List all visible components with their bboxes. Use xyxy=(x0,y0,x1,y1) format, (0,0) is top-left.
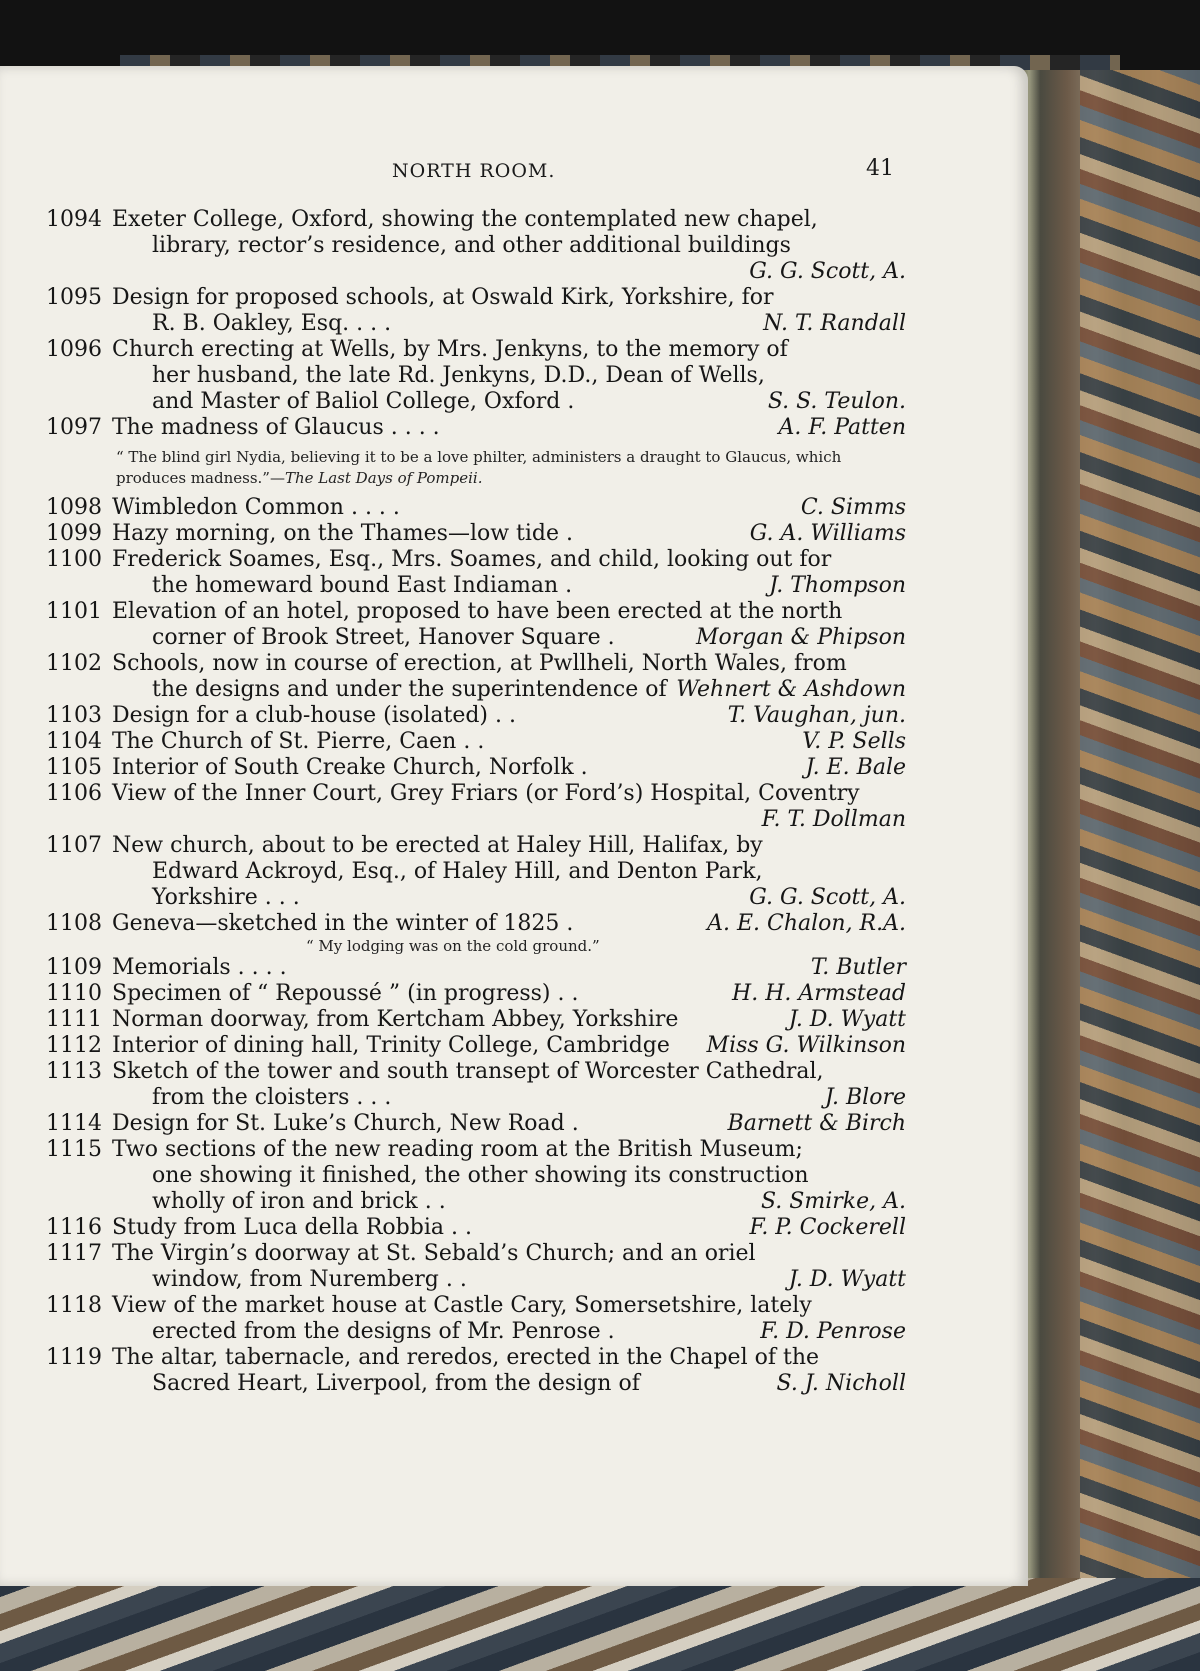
entry-line xyxy=(46,311,906,337)
entry-title-text: Specimen of “ Repoussé ” (in progress) . . xyxy=(112,981,579,1006)
entry-title-text: erected from the designs of Mr. Penrose . xyxy=(152,1319,615,1344)
entry-title-text: The altar, tabernacle, and reredos, erected in the Chapel of the xyxy=(112,1345,820,1370)
catalogue-entry xyxy=(46,1345,906,1397)
entry-line xyxy=(46,1033,906,1059)
entry-title-text: the homeward bound East Indiaman . xyxy=(152,573,573,598)
entry-number: 1096 xyxy=(46,337,102,362)
artist-name: A. E. Chalon, R.A. xyxy=(707,911,906,936)
catalogue-entry xyxy=(46,781,906,833)
entry-number: 1111 xyxy=(46,1007,102,1032)
entry-title-text: R. B. Oakley, Esq. . . . xyxy=(152,311,392,336)
entry-line xyxy=(46,285,906,311)
entry-title-text: New church, about to be erected at Haley Hill, Halifax, by xyxy=(112,833,763,858)
entry-number: 1110 xyxy=(46,981,102,1006)
entry-title-text: Design for proposed schools, at Oswald Kirk, Yorkshire, for xyxy=(112,285,774,310)
entry-title-text: Sacred Heart, Liverpool, from the design of xyxy=(152,1371,640,1396)
artist-name: J. E. Bale xyxy=(805,755,906,780)
entry-line xyxy=(46,259,906,285)
entry-title-text: Edward Ackroyd, Esq., of Haley Hill, and Denton Park, xyxy=(152,859,763,884)
entry-line xyxy=(46,1241,906,1267)
catalogue-entry xyxy=(46,415,906,489)
artist-name: T. Vaughan, jun. xyxy=(727,703,906,728)
entry-line xyxy=(46,729,906,755)
artist-name: Barnett & Birch xyxy=(727,1111,906,1136)
entry-title-text: wholly of iron and brick . . xyxy=(152,1189,446,1214)
entry-title-text: Frederick Soames, Esq., Mrs. Soames, and child, looking out for xyxy=(112,547,832,572)
artist-name: G. A. Williams xyxy=(749,521,906,546)
entry-line xyxy=(46,363,906,389)
entry-title-text: Sketch of the tower and south transept of Worcester Cathedral, xyxy=(112,1059,824,1084)
artist-name: V. P. Sells xyxy=(802,729,906,754)
entry-line xyxy=(46,703,906,729)
entry-title-text: Schools, now in course of erection, at Pwllheli, North Wales, from xyxy=(112,651,847,676)
artist-name: S. J. Nicholl xyxy=(776,1371,906,1396)
entry-line xyxy=(46,415,906,441)
entry-number: 1113 xyxy=(46,1059,102,1084)
catalogue-entry xyxy=(46,1137,906,1215)
entry-line xyxy=(46,1319,906,1345)
entry-line xyxy=(46,677,906,703)
catalogue-entries xyxy=(46,207,906,1397)
artist-name: F. T. Dollman xyxy=(761,807,906,832)
catalogue-entry xyxy=(46,1111,906,1137)
catalogue-entry xyxy=(46,495,906,521)
entry-line xyxy=(46,233,906,259)
catalogue-entry xyxy=(46,1007,906,1033)
entry-number: 1119 xyxy=(46,1345,102,1370)
catalogue-entry xyxy=(46,1241,906,1293)
catalogue-entry xyxy=(46,833,906,911)
catalogue-entry xyxy=(46,981,906,1007)
artist-name: J. Thompson xyxy=(769,573,906,598)
quotation-text: “ The blind girl Nydia, believing it to be a love philter, administers a draught to Glaucus, which produces madness.”— xyxy=(116,448,842,487)
entry-title-text: library, rector’s residence, and other additional buildings xyxy=(152,233,791,258)
entry-line xyxy=(46,1345,906,1371)
running-head: NORTH ROOM. xyxy=(392,160,556,182)
entry-number: 1104 xyxy=(46,729,102,754)
entry-line xyxy=(46,885,906,911)
entry-number: 1116 xyxy=(46,1215,102,1240)
catalogue-entry xyxy=(46,955,906,981)
entry-number: 1101 xyxy=(46,599,102,624)
entry-line xyxy=(46,1371,906,1397)
entry-number: 1095 xyxy=(46,285,102,310)
entry-number: 1100 xyxy=(46,547,102,572)
entry-title-text: Elevation of an hotel, proposed to have been erected at the north xyxy=(112,599,843,624)
catalogue-entry xyxy=(46,547,906,599)
entry-title-text: Design for a club-house (isolated) . . xyxy=(112,703,516,728)
artist-name: A. F. Patten xyxy=(778,415,906,440)
entry-title-text: from the cloisters . . . xyxy=(152,1085,392,1110)
entry-title-text: Geneva—sketched in the winter of 1825 . xyxy=(112,911,574,936)
entry-number: 1098 xyxy=(46,495,102,520)
entry-number: 1097 xyxy=(46,415,102,440)
entry-title-text: The Church of St. Pierre, Caen . . xyxy=(112,729,485,754)
entry-title-text: The Virgin’s doorway at St. Sebald’s Church; and an oriel xyxy=(112,1241,756,1266)
entry-title-text: corner of Brook Street, Hanover Square . xyxy=(152,625,615,650)
catalogue-entry xyxy=(46,521,906,547)
entry-title-text: Design for St. Luke’s Church, New Road . xyxy=(112,1111,579,1136)
entry-title-text: View of the Inner Court, Grey Friars (or Ford’s) Hospital, Coventry xyxy=(112,781,860,806)
catalogue-entry xyxy=(46,207,906,285)
entry-title-text: window, from Nuremberg . . xyxy=(152,1267,467,1292)
entry-line xyxy=(46,833,906,859)
entry-title-text: one showing it finished, the other showing its construction xyxy=(152,1163,809,1188)
entry-line xyxy=(46,1111,906,1137)
entry-line xyxy=(46,1163,906,1189)
entry-line xyxy=(46,625,906,651)
entry-title-text: Exeter College, Oxford, showing the contemplated new chapel, xyxy=(112,207,818,232)
entry-line xyxy=(46,981,906,1007)
entry-quotation xyxy=(116,447,876,489)
artist-name: Morgan & Phipson xyxy=(695,625,906,650)
entry-line xyxy=(46,807,906,833)
artist-name: J. D. Wyatt xyxy=(788,1267,906,1292)
artist-name: C. Simms xyxy=(800,495,906,520)
entry-line xyxy=(46,911,906,937)
catalogue-entry xyxy=(46,1293,906,1345)
entry-line xyxy=(46,389,906,415)
entry-line xyxy=(46,1267,906,1293)
entry-title-text: Church erecting at Wells, by Mrs. Jenkyns, to the memory of xyxy=(112,337,788,362)
entry-number: 1118 xyxy=(46,1293,102,1318)
entry-title-text: Memorials . . . . xyxy=(112,955,287,980)
entry-line xyxy=(46,651,906,677)
entry-line xyxy=(46,337,906,363)
entry-number: 1107 xyxy=(46,833,102,858)
entry-number: 1094 xyxy=(46,207,102,232)
entry-line xyxy=(46,1293,906,1319)
entry-title-text: Interior of South Creake Church, Norfolk . xyxy=(112,755,588,780)
page-number: 41 xyxy=(866,156,894,181)
entry-number: 1112 xyxy=(46,1033,102,1058)
entry-number: 1115 xyxy=(46,1137,102,1162)
entry-number: 1106 xyxy=(46,781,102,806)
entry-epigraph: “ My lodging was on the cold ground.” xyxy=(306,937,600,955)
artist-name: J. Blore xyxy=(824,1085,906,1110)
marbled-endpaper-right xyxy=(1080,70,1200,1610)
catalogue-entry xyxy=(46,1059,906,1111)
entry-line xyxy=(46,955,906,981)
entry-title-text: and Master of Baliol College, Oxford . xyxy=(152,389,575,414)
entry-number: 1108 xyxy=(46,911,102,936)
entry-line xyxy=(46,1215,906,1241)
entry-line xyxy=(46,547,906,573)
artist-name: S. S. Teulon. xyxy=(767,389,906,414)
artist-name: H. H. Armstead xyxy=(732,981,906,1006)
entry-title-text: Hazy morning, on the Thames—low tide . xyxy=(112,521,574,546)
entry-number: 1099 xyxy=(46,521,102,546)
catalogue-entry xyxy=(46,755,906,781)
catalogue-entry xyxy=(46,1215,906,1241)
artist-name: T. Butler xyxy=(810,955,906,980)
entry-title-text: her husband, the late Rd. Jenkyns, D.D., Dean of Wells, xyxy=(152,363,765,388)
quotation-source: The Last Days of Pompeii. xyxy=(284,469,483,487)
artist-name: F. D. Penrose xyxy=(760,1319,906,1344)
artist-name: F. P. Cockerell xyxy=(749,1215,906,1240)
catalogue-entry xyxy=(46,285,906,337)
entry-line xyxy=(46,1085,906,1111)
marbled-endpaper-bottom xyxy=(0,1578,1200,1671)
catalogue-entry xyxy=(46,911,906,955)
entry-title-text: Two sections of the new reading room at the British Museum; xyxy=(112,1137,803,1162)
artist-name: S. Smirke, A. xyxy=(761,1189,906,1214)
entry-line xyxy=(46,755,906,781)
entry-title-text: the designs and under the superintendence of xyxy=(152,677,667,702)
artist-name: Miss G. Wilkinson xyxy=(706,1033,906,1058)
entry-line xyxy=(46,599,906,625)
entry-line xyxy=(46,521,906,547)
entry-line xyxy=(46,1007,906,1033)
entry-number: 1102 xyxy=(46,651,102,676)
entry-line xyxy=(46,859,906,885)
entry-title-text: Norman doorway, from Kertcham Abbey, Yorkshire xyxy=(112,1007,679,1032)
catalogue-entry xyxy=(46,599,906,651)
entry-number: 1114 xyxy=(46,1111,102,1136)
entry-title-text: The madness of Glaucus . . . . xyxy=(112,415,440,440)
book-fore-edge xyxy=(1010,70,1200,1610)
catalogue-entry xyxy=(46,729,906,755)
entry-number: 1103 xyxy=(46,703,102,728)
entry-line xyxy=(46,573,906,599)
entry-title-text: Yorkshire . . . xyxy=(152,885,300,910)
catalogue-entry xyxy=(46,651,906,703)
entry-number: 1117 xyxy=(46,1241,102,1266)
page-header xyxy=(0,156,1028,190)
entry-line xyxy=(46,207,906,233)
entry-line xyxy=(46,1137,906,1163)
entry-number: 1105 xyxy=(46,755,102,780)
artist-name: G. G. Scott, A. xyxy=(749,885,906,910)
artist-name: N. T. Randall xyxy=(763,311,906,336)
catalogue-entry xyxy=(46,1033,906,1059)
artist-name: J. D. Wyatt xyxy=(788,1007,906,1032)
entry-title-text: View of the market house at Castle Cary, Somersetshire, lately xyxy=(112,1293,812,1318)
entry-title-text: Study from Luca della Robbia . . xyxy=(112,1215,472,1240)
entry-line xyxy=(46,1189,906,1215)
entry-title-text: Interior of dining hall, Trinity College, Cambridge xyxy=(112,1033,670,1058)
scan-top-border xyxy=(0,0,1200,72)
artist-name: Wehnert & Ashdown xyxy=(676,677,906,702)
catalogue-entry xyxy=(46,337,906,415)
artist-name: G. G. Scott, A. xyxy=(749,259,906,284)
entry-line xyxy=(46,495,906,521)
catalogue-entry xyxy=(46,703,906,729)
entry-line xyxy=(46,781,906,807)
entry-number: 1109 xyxy=(46,955,102,980)
entry-title-text: Wimbledon Common . . . . xyxy=(112,495,400,520)
entry-line xyxy=(46,1059,906,1085)
